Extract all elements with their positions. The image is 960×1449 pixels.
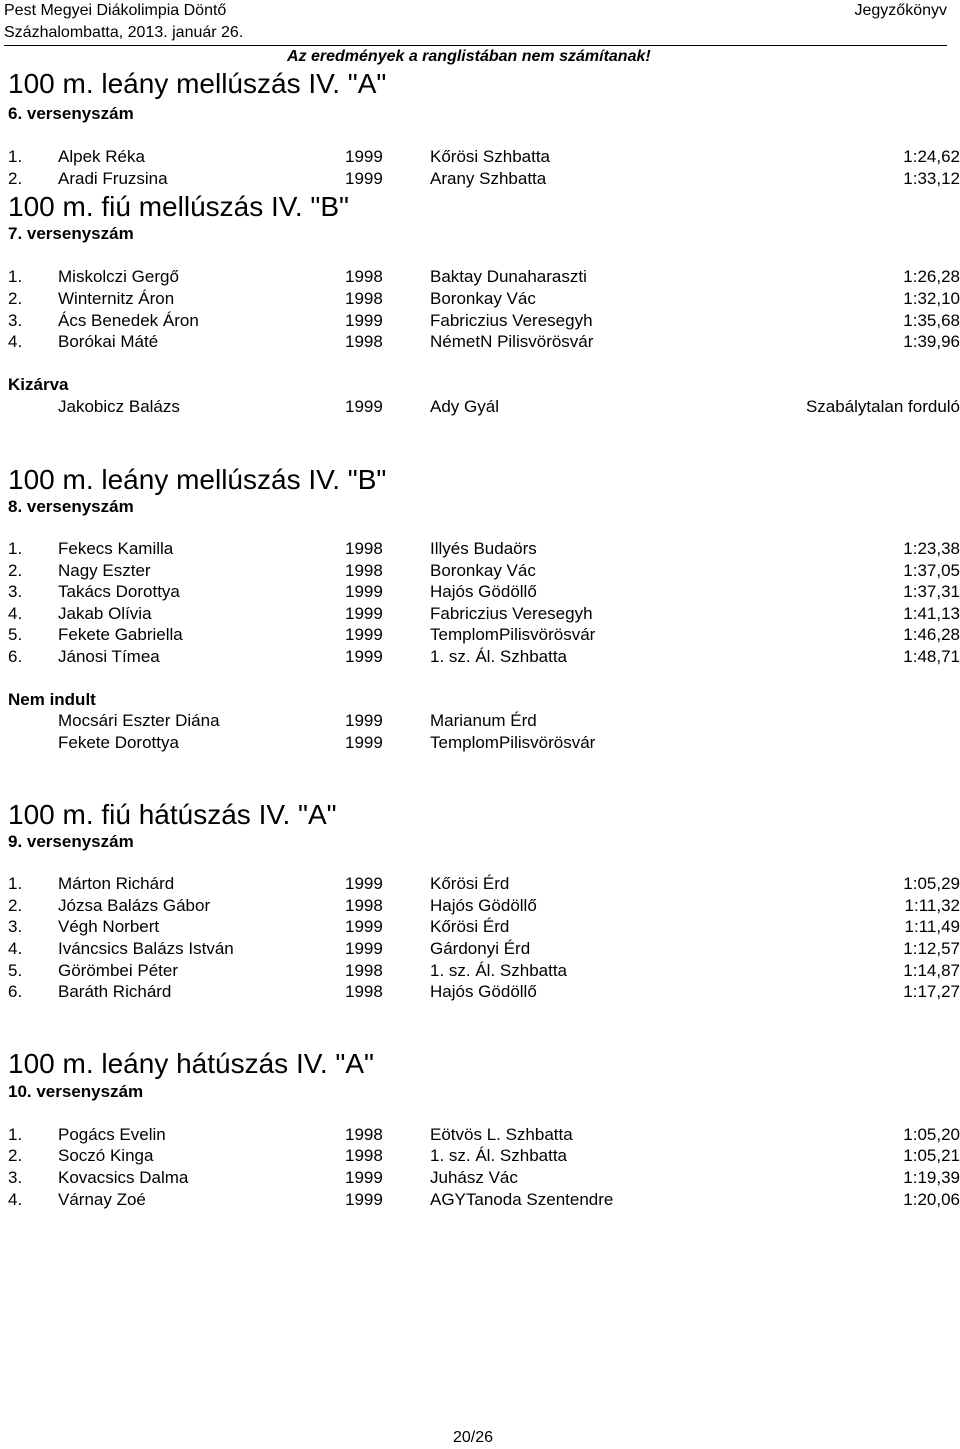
result-club: 1. sz. Ál. Szhbatta (430, 961, 568, 980)
result-time: 1:39,96 (903, 332, 960, 351)
result-year: 1999 (345, 711, 383, 730)
result-name: Jánosi Tímea (58, 647, 160, 666)
result-place: 6. (8, 982, 23, 1001)
result-club: Fabriczius Veresegyh (430, 604, 593, 623)
result-name: Iváncsics Balázs István (58, 939, 234, 958)
result-name: Takács Dorottya (58, 582, 180, 601)
document-type: Jegyzőkönyv (854, 2, 947, 19)
result-row (0, 146, 960, 168)
result-name: Pogács Evelin (58, 1125, 166, 1144)
result-year: 1999 (345, 147, 383, 166)
result-club: Marianum Érd (430, 711, 537, 730)
result-year: 1999 (345, 733, 383, 752)
result-place: 3. (8, 582, 23, 601)
result-time: 1:23,38 (903, 539, 960, 558)
result-time: 1:41,13 (903, 604, 960, 623)
result-name: Fekete Gabriella (58, 625, 183, 644)
result-time: 1:14,87 (903, 961, 960, 980)
result-place: 5. (8, 961, 23, 980)
result-row (0, 916, 960, 938)
result-name: Ács Benedek Áron (58, 311, 199, 330)
result-place: 2. (8, 896, 23, 915)
result-row (0, 981, 960, 1003)
result-year: 1999 (345, 1190, 383, 1209)
status-note: Szabálytalan forduló (805, 397, 960, 416)
result-name: Kovacsics Dalma (58, 1168, 189, 1187)
result-club: TemplomPilisvörösvár (430, 733, 596, 752)
result-time: 1:11,32 (904, 896, 960, 915)
result-row (0, 288, 960, 310)
result-place: 5. (8, 625, 23, 644)
result-name: Mocsári Eszter Diána (58, 711, 220, 730)
result-row (0, 938, 960, 960)
result-row (0, 624, 960, 646)
result-place: 4. (8, 939, 23, 958)
result-place: 2. (8, 289, 23, 308)
result-year: 1998 (345, 896, 383, 915)
result-place: 2. (8, 561, 23, 580)
result-year: 1998 (345, 289, 383, 308)
event-number: 7. versenyszám (8, 224, 134, 243)
result-row (0, 1189, 960, 1211)
result-year: 1998 (345, 332, 383, 351)
status-row (0, 396, 960, 418)
result-year: 1998 (345, 1125, 383, 1144)
result-time: 1:32,10 (903, 289, 960, 308)
result-year: 1998 (345, 561, 383, 580)
result-name: Aradi Fruzsina (58, 169, 168, 188)
event-number: 6. versenyszám (8, 104, 134, 123)
result-time: 1:37,05 (903, 561, 960, 580)
result-club: Fabriczius Veresegyh (430, 311, 593, 330)
header-divider (4, 45, 947, 46)
page-number: 20/26 (453, 1429, 494, 1446)
result-year: 1998 (345, 539, 383, 558)
event-number: 10. versenyszám (8, 1082, 144, 1101)
event-title: 100 m. leány mellúszás IV. "A" (8, 68, 387, 99)
result-place: 1. (8, 267, 23, 286)
result-year: 1999 (345, 939, 383, 958)
result-club: Hajós Gödöllő (430, 896, 537, 915)
result-club: Eötvös L. Szhbatta (430, 1125, 573, 1144)
result-row (0, 168, 960, 190)
result-name: Görömbei Péter (58, 961, 178, 980)
event-title: 100 m. leány mellúszás IV. "B" (8, 464, 387, 495)
result-row (0, 895, 960, 917)
result-year: 1999 (345, 582, 383, 601)
result-year: 1999 (345, 625, 383, 644)
result-row (0, 873, 960, 895)
result-name: Fekecs Kamilla (58, 539, 174, 558)
result-club: Gárdonyi Érd (430, 939, 531, 958)
result-time: 1:12,57 (903, 939, 960, 958)
result-name: Alpek Réka (58, 147, 145, 166)
result-row (0, 560, 960, 582)
result-name: Várnay Zoé (58, 1190, 146, 1209)
result-place: 1. (8, 1125, 23, 1144)
result-time: 1:05,20 (903, 1125, 960, 1144)
result-time: 1:35,68 (903, 311, 960, 330)
result-time: 1:48,71 (903, 647, 960, 666)
result-place: 1. (8, 874, 23, 893)
result-time: 1:26,28 (903, 267, 960, 286)
result-name: Nagy Eszter (58, 561, 151, 580)
competition-date-location: Százhalombatta, 2013. január 26. (4, 24, 244, 41)
result-row (0, 1167, 960, 1189)
result-time: 1:37,31 (903, 582, 960, 601)
event-number: 8. versenyszám (8, 497, 134, 516)
result-club: Boronkay Vác (430, 561, 536, 580)
result-row (0, 310, 960, 332)
result-name: Baráth Richárd (58, 982, 172, 1001)
result-name: Végh Norbert (58, 917, 160, 936)
competition-title: Pest Megyei Diákolimpia Döntő (4, 2, 227, 19)
result-year: 1999 (345, 917, 383, 936)
result-row (0, 1124, 960, 1146)
result-name: Fekete Dorottya (58, 733, 179, 752)
event-number: 9. versenyszám (8, 832, 134, 851)
result-year: 1999 (345, 604, 383, 623)
result-club: Illyés Budaörs (430, 539, 537, 558)
result-time: 1:05,29 (903, 874, 960, 893)
result-club: TemplomPilisvörösvár (430, 625, 596, 644)
event-title: 100 m. leány hátúszás IV. "A" (8, 1048, 374, 1079)
result-place: 6. (8, 647, 23, 666)
result-row (0, 331, 960, 353)
result-row (0, 538, 960, 560)
result-club: Kőrösi Érd (430, 874, 510, 893)
result-club: Arany Szhbatta (430, 169, 547, 188)
ranking-note: Az eredmények a ranglistában nem számítanak! (287, 48, 651, 65)
result-club: 1. sz. Ál. Szhbatta (430, 647, 568, 666)
event-title: 100 m. fiú mellúszás IV. "B" (8, 191, 349, 222)
result-time: 1:46,28 (903, 625, 960, 644)
result-name: Józsa Balázs Gábor (58, 896, 211, 915)
result-year: 1999 (345, 647, 383, 666)
result-time: 1:05,21 (903, 1146, 960, 1165)
result-row (0, 960, 960, 982)
result-year: 1998 (345, 267, 383, 286)
result-year: 1999 (345, 311, 383, 330)
result-place: 3. (8, 311, 23, 330)
result-time: 1:33,12 (903, 169, 960, 188)
result-club: Baktay Dunaharaszti (430, 267, 587, 286)
result-club: Kőrösi Szhbatta (430, 147, 551, 166)
status-row (0, 732, 960, 754)
result-club: Ady Gyál (430, 397, 499, 416)
event-title: 100 m. fiú hátúszás IV. "A" (8, 799, 337, 830)
result-place: 4. (8, 1190, 23, 1209)
result-club: AGYTanoda Szentendre (430, 1190, 614, 1209)
status-row (0, 710, 960, 732)
result-club: Hajós Gödöllő (430, 582, 537, 601)
result-name: Márton Richárd (58, 874, 175, 893)
result-club: Juhász Vác (430, 1168, 518, 1187)
result-club: Hajós Gödöllő (430, 982, 537, 1001)
result-name: Winternitz Áron (58, 289, 175, 308)
result-time: 1:24,62 (903, 147, 960, 166)
result-name: Miskolczi Gergő (58, 267, 179, 286)
result-club: Boronkay Vác (430, 289, 536, 308)
result-time: 1:20,06 (903, 1190, 960, 1209)
result-club: 1. sz. Ál. Szhbatta (430, 1146, 568, 1165)
result-time: 1:11,49 (904, 917, 960, 936)
status-label-did-not-start: Nem indult (8, 690, 96, 709)
result-row (0, 646, 960, 668)
result-time: 1:17,27 (903, 982, 960, 1001)
document-header-left (4, 0, 243, 44)
result-name: Borókai Máté (58, 332, 159, 351)
result-club: NémetN Pilisvörösvár (430, 332, 594, 351)
result-row (0, 266, 960, 288)
result-place: 3. (8, 917, 23, 936)
result-place: 4. (8, 604, 23, 623)
status-label-disqualified: Kizárva (8, 375, 69, 394)
result-place: 1. (8, 539, 23, 558)
result-name: Jakab Olívia (58, 604, 152, 623)
result-time: 1:19,39 (903, 1168, 960, 1187)
result-row (0, 603, 960, 625)
result-year: 1999 (345, 1168, 383, 1187)
result-place: 4. (8, 332, 23, 351)
result-year: 1998 (345, 1146, 383, 1165)
result-year: 1999 (345, 169, 383, 188)
result-name: Jakobicz Balázs (58, 397, 180, 416)
result-year: 1998 (345, 982, 383, 1001)
result-place: 3. (8, 1168, 23, 1187)
result-year: 1999 (345, 874, 383, 893)
result-year: 1999 (345, 397, 383, 416)
result-row (0, 581, 960, 603)
result-place: 1. (8, 147, 23, 166)
result-name: Soczó Kinga (58, 1146, 154, 1165)
result-place: 2. (8, 1146, 23, 1165)
result-club: Kőrösi Érd (430, 917, 510, 936)
result-row (0, 1145, 960, 1167)
result-place: 2. (8, 169, 23, 188)
result-year: 1998 (345, 961, 383, 980)
